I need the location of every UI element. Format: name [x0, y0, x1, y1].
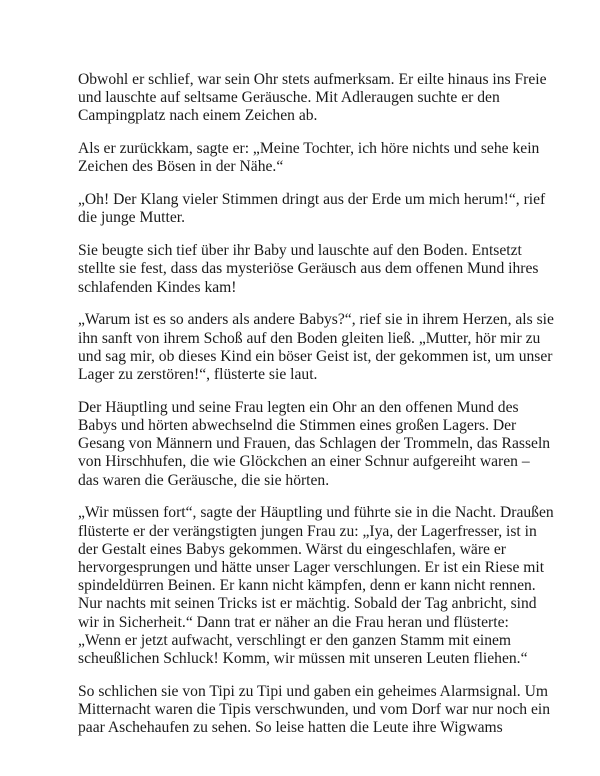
- text-line: Mitternacht waren die Tipis verschwunden, und vom Dorf war nur noch ein: [78, 701, 551, 719]
- text-line: flüsterte er der verängstigten jungen Frau zu: „Iya, der Lagerfresser, ist in: [78, 522, 537, 540]
- paragraph: [78, 71, 547, 126]
- text-line: Babys und hörten abwechselnd die Stimmen eines großen Lagers. Der: [78, 417, 517, 435]
- paragraph: [78, 191, 546, 227]
- text-line: die junge Mutter.: [78, 209, 185, 227]
- text-line: spindeldürren Beinen. Er kann nicht kämpfen, denn er kann nicht rennen.: [78, 577, 536, 595]
- text-line: das waren die Geräusche, die sie hörten.: [78, 471, 330, 489]
- text-line: der Gestalt eines Babys gekommen. Wärst du eingeschlafen, wäre er: [78, 540, 506, 558]
- text-line: und lauschte auf seltsame Geräusche. Mit Adleraugen suchte er den: [78, 89, 500, 107]
- text-line: Als er zurückkam, sagte er: „Meine Tochter, ich höre nichts und sehe kein: [78, 140, 540, 158]
- paragraph: [78, 398, 551, 490]
- paragraph: [78, 242, 539, 297]
- text-line: stellte sie fest, dass das mysteriöse Geräusch aus dem offenen Mund ihres: [78, 260, 539, 278]
- text-line: von Hirschhufen, die wie Glöckchen an einer Schnur aufgereiht waren –: [78, 453, 530, 471]
- paragraph: [78, 682, 551, 738]
- text-line: Obwohl er schlief, war sein Ohr stets aufmerksam. Er eilte hinaus ins Freie: [78, 71, 547, 88]
- text-line: ihn sanft von ihrem Schoß auf den Boden gleiten ließ. „Mutter, hör mir zu: [78, 329, 541, 347]
- text-line: Zeichen des Bösen in der Nähe.“: [78, 158, 284, 176]
- paragraph: [78, 311, 554, 384]
- text-line: wir in Sicherheit.“ Dann trat er näher an die Frau heran und flüsterte:: [78, 613, 509, 631]
- text-line: Campingplatz nach einem Zeichen ab.: [78, 107, 318, 125]
- text-line: paar Aschehaufen zu sehen. So leise hatten die Leute ihre Wigwams: [78, 719, 503, 737]
- text-line: Nur nachts mit seinen Tricks ist er mächtig. Sobald der Tag anbricht, sind: [78, 595, 537, 613]
- text-line: Der Häuptling und seine Frau legten ein Ohr an den offenen Mund des: [78, 398, 519, 416]
- paragraph: [78, 504, 554, 668]
- paragraph: [78, 140, 540, 176]
- text-line: scheußlichen Schluck! Komm, wir müssen mit unseren Leuten fliehen.“: [78, 650, 528, 668]
- text-line: schlafenden Kindes kam!: [78, 278, 237, 296]
- text-line: hervorgesprungen und hätte unser Lager verschlungen. Er ist ein Riese mit: [78, 559, 545, 577]
- text-line: So schlichen sie von Tipi zu Tipi und gaben ein geheimes Alarmsignal. Um: [78, 682, 548, 700]
- text-line: Sie beugte sich tief über ihr Baby und lauschte auf den Boden. Entsetzt: [78, 242, 522, 260]
- text-line: „Wir müssen fort“, sagte der Häuptling und führte sie in die Nacht. Draußen: [78, 504, 554, 522]
- text-line: Gesang von Männern und Frauen, das Schlagen der Trommeln, das Rasseln: [78, 435, 551, 453]
- text-line: und sag mir, ob dieses Kind ein böser Geist ist, der gekommen ist, um unser: [78, 347, 553, 365]
- text-line: „Oh! Der Klang vieler Stimmen dringt aus der Erde um mich herum!“, rief: [78, 191, 546, 209]
- text-line: „Warum ist es so anders als andere Babys?“, rief sie in ihrem Herzen, als sie: [78, 311, 554, 329]
- document-body: [78, 71, 554, 752]
- text-line: Lager zu zerstören!“, flüsterte sie laut.: [78, 366, 318, 384]
- text-line: „Wenn er jetzt aufwacht, verschlingt er den ganzen Stamm mit einem: [78, 631, 512, 649]
